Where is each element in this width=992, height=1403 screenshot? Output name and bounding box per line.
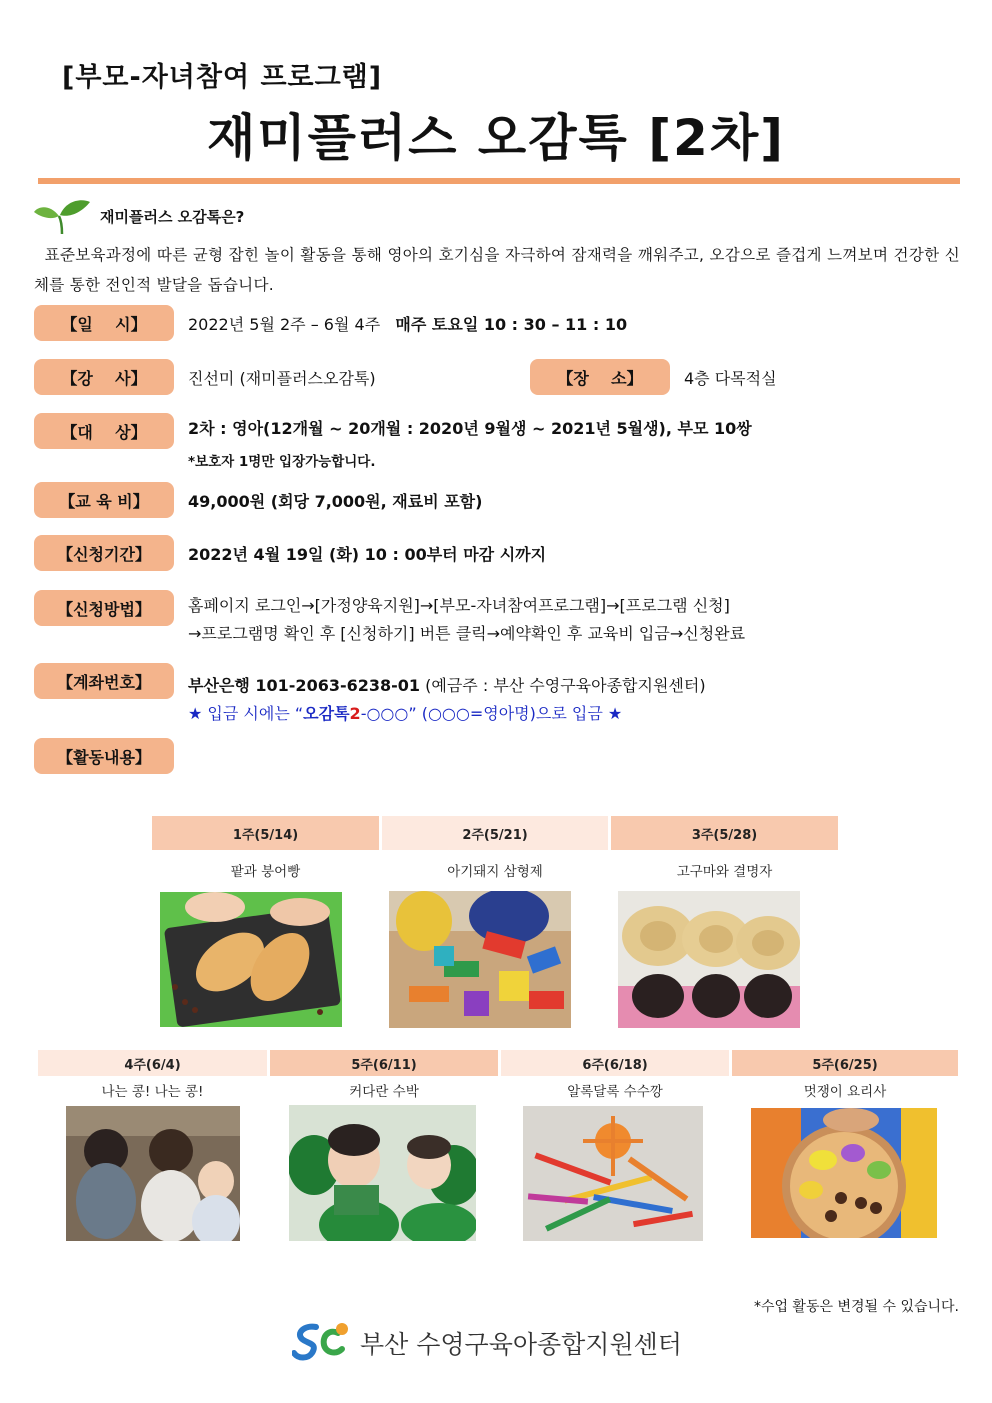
method-line1: 홈페이지 로그인→[가정양육지원]→[부모-자녀참여프로그램]→[프로그램 신청] <box>188 596 730 615</box>
date-value: 2022년 5월 2주 – 6월 4주 매주 토요일 10 : 30 – 11 : 10 <box>188 315 628 334</box>
method-label: 【신청방법】 <box>34 590 174 626</box>
week-1-header: 1주(5/14) <box>152 816 379 850</box>
week-7-header: 5주(6/25) <box>732 1050 958 1076</box>
week-3-activity: 고구마와 결명자 <box>676 864 773 880</box>
activity-label: 【활동내용】 <box>34 738 174 774</box>
account-value: 부산은행 101-2063-6238-01 (예금주 : 부산 수영구육아종합지원센터) <box>188 676 706 695</box>
instructor-label: 【강 사】 <box>34 359 174 395</box>
target-label: 【대 상】 <box>34 413 174 449</box>
week-6-header: 6주(6/18) <box>501 1050 729 1076</box>
week-3-header: 3주(5/28) <box>611 816 838 850</box>
program-subtitle: [부모-자녀참여 프로그램] <box>62 62 383 93</box>
week-4-activity: 나는 콩! 나는 콩! <box>101 1084 204 1100</box>
place-label: 【장 소】 <box>530 359 670 395</box>
account-label: 【계좌번호】 <box>34 663 174 699</box>
week-4-header: 4주(6/4) <box>38 1050 267 1076</box>
week-4-photo <box>66 1106 240 1241</box>
week-5-photo <box>289 1105 476 1241</box>
intro-question: 재미플러스 오감톡은? <box>100 208 245 226</box>
org-name: 부산 수영구육아종합지원센터 <box>360 1330 682 1359</box>
target-note: *보호자 1명만 입장가능합니다. <box>188 454 376 470</box>
method-line2: →프로그램명 확인 후 [신청하기] 버튼 클릭→예약확인 후 교육비 입금→신청완료 <box>188 624 746 643</box>
week-3-photo <box>618 891 800 1028</box>
week-1-activity: 팥과 붕어빵 <box>230 864 301 880</box>
fee-label: 【교 육 비】 <box>34 482 174 518</box>
week-7-photo <box>751 1108 937 1238</box>
week-5-header: 5주(6/11) <box>270 1050 498 1076</box>
week-6-activity: 알록달록 수수깡 <box>567 1084 663 1100</box>
week-2-photo <box>389 891 571 1028</box>
week-6-photo <box>523 1106 703 1241</box>
week-1-photo <box>160 892 342 1027</box>
period-value: 2022년 4월 19일 (화) 10 : 00부터 마감 시까지 <box>188 545 547 564</box>
period-label: 【신청기간】 <box>34 535 174 571</box>
week-2-header: 2주(5/21) <box>382 816 608 850</box>
date-label: 【일 시】 <box>34 305 174 341</box>
sprout-icon <box>32 196 92 236</box>
fee-value: 49,000원 (회당 7,000원, 재료비 포함) <box>188 492 483 511</box>
target-value: 2차 : 영아(12개월 ~ 20개월 : 2020년 9월생 ~ 2021년 5월생), 부모 10쌍 <box>188 419 752 438</box>
week-7-activity: 멋쟁이 요리사 <box>803 1084 887 1100</box>
org-footer <box>292 1320 682 1366</box>
instructor-value: 진선미 (재미플러스오감톡) <box>188 369 376 388</box>
title-divider <box>38 178 960 184</box>
deposit-notice: ★ 입금 시에는 “오감톡2-○○○” (○○○=영아명)으로 입금 ★ <box>188 704 623 723</box>
change-notice: *수업 활동은 변경될 수 있습니다. <box>753 1299 959 1315</box>
week-5-activity: 커다란 수박 <box>349 1084 419 1100</box>
intro-text: 표준보육과정에 따른 균형 잡힌 놀이 활동을 통해 영아의 호기심을 자극하여 잠재력을 깨워주고, 오감으로 즐겁게 느껴보며 건강한 신체를 통한 전인적 발달을 돕습니다. <box>34 246 960 294</box>
center-logo-icon <box>292 1319 352 1367</box>
week-2-activity: 아기돼지 삼형제 <box>447 864 543 880</box>
page-title: 재미플러스 오감톡 [2차] <box>206 109 785 167</box>
place-value: 4층 다목적실 <box>684 369 777 388</box>
